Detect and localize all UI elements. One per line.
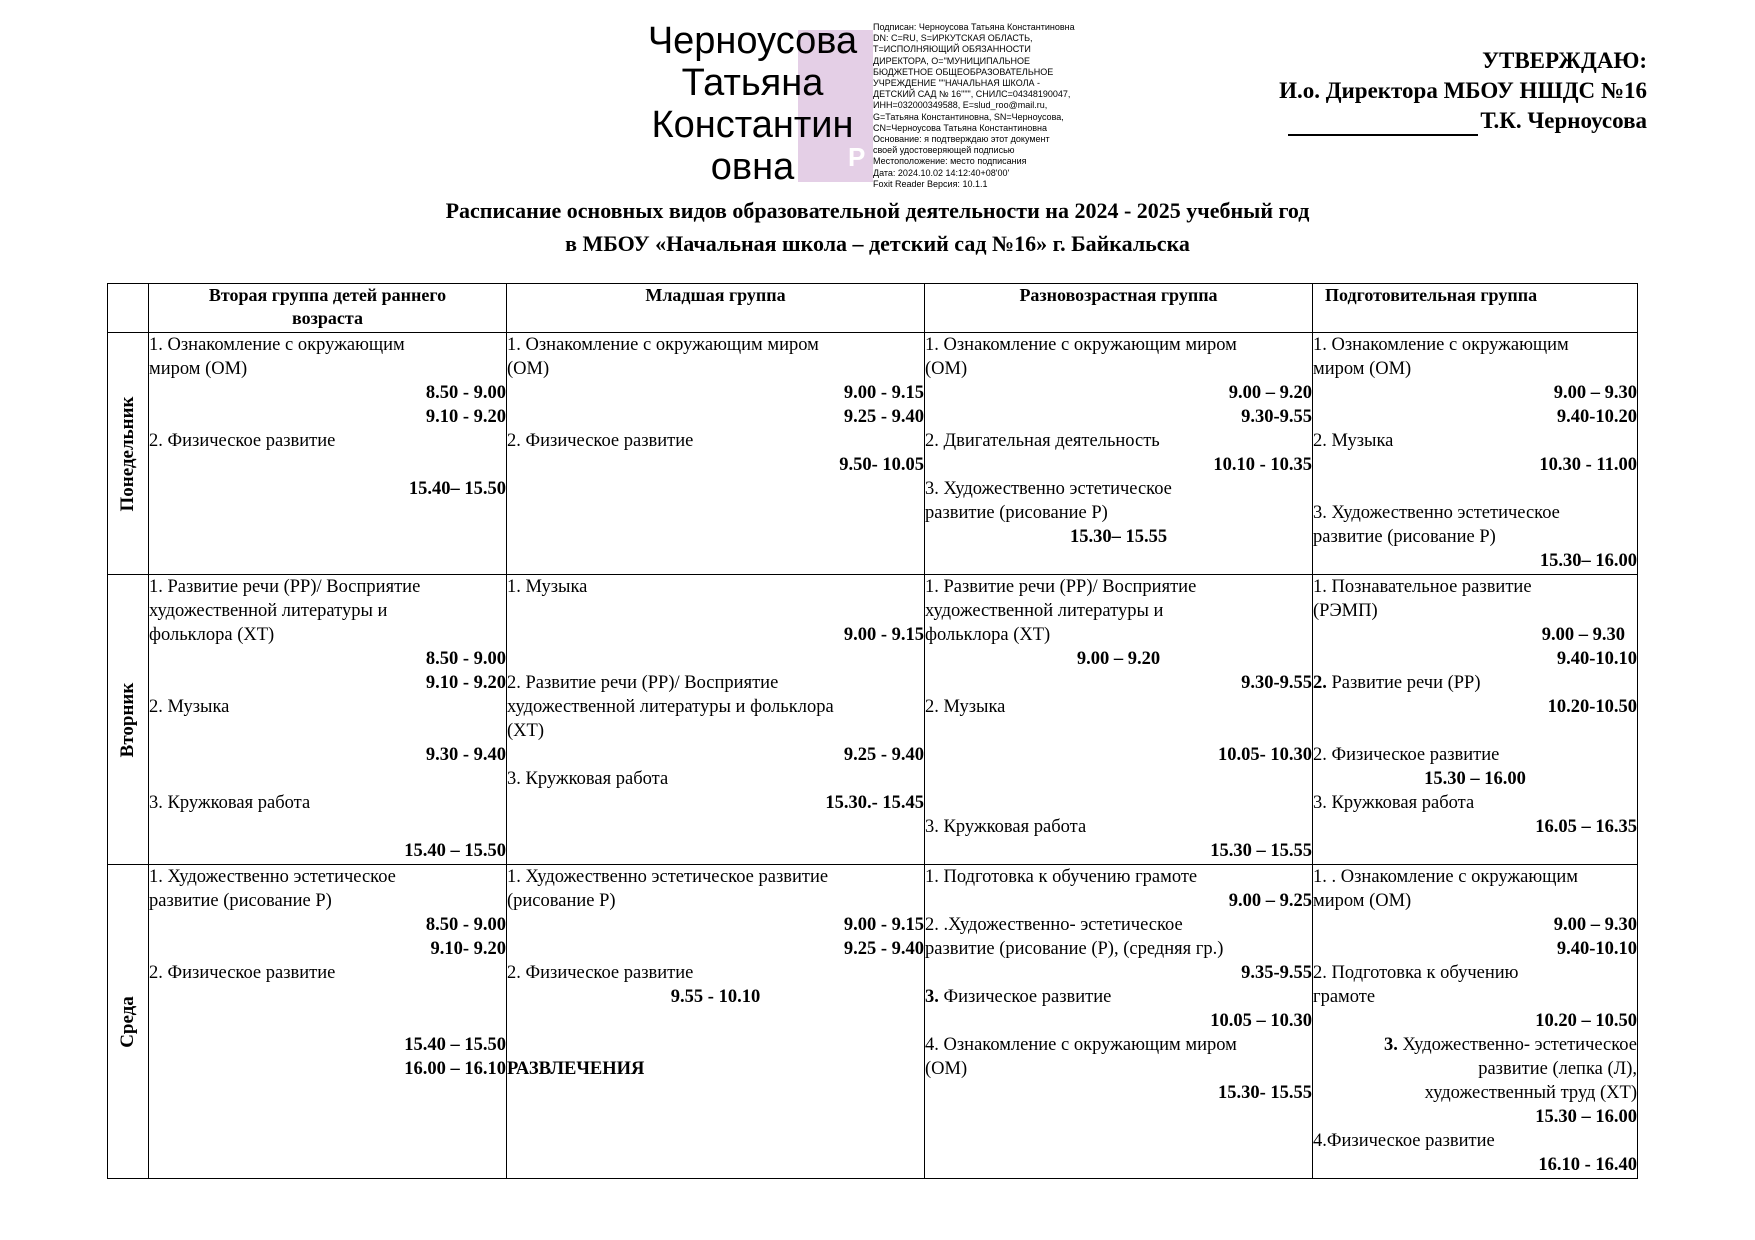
time: 16.00 – 16.10: [404, 1059, 506, 1079]
spacer: [507, 1033, 924, 1057]
activity: 2. Физическое развитие: [507, 963, 694, 983]
activity: 1. Художественно эстетическое развитие: [507, 867, 829, 887]
time: 9.30-9.55: [1241, 673, 1312, 693]
activity: 1. Ознакомление с окружающим миром: [507, 335, 819, 355]
activity: развитие (рисование (Р), (средняя гр.): [925, 939, 1224, 959]
activity: 3. Художественно эстетическое: [925, 479, 1172, 499]
cell-mon-g4: [1313, 333, 1638, 575]
time: 9.00 – 9.20: [1228, 383, 1312, 403]
signature-name-line: Константин: [651, 104, 854, 146]
activity: 2. Физическое развитие: [1313, 745, 1500, 765]
day-monday: [108, 333, 149, 575]
cell-mon-g1: [149, 333, 507, 575]
approval-heading: УТВЕРЖДАЮ:: [1482, 48, 1647, 73]
time: 9.10 - 9.20: [425, 673, 506, 693]
time: 9.35-9.55: [1241, 963, 1312, 983]
time: 15.30 – 16.00: [1535, 1107, 1637, 1127]
time: 9.00 – 9.30: [1553, 915, 1637, 935]
cell-wed-g4: [1313, 865, 1638, 1179]
activity: (рисование Р): [507, 891, 616, 911]
day-wednesday: [108, 865, 149, 1179]
signature-stamp-letter: P: [848, 142, 866, 172]
cell-tue-g4: [1313, 575, 1638, 865]
time: 8.50 - 9.00: [425, 649, 506, 669]
time: 9.25 - 9.40: [843, 939, 924, 959]
cell-mon-g3: [925, 333, 1313, 575]
time: 9.55 - 10.10: [670, 987, 761, 1007]
approval-block: [1279, 46, 1647, 136]
signature-detail-line: DN: C=RU, S=ИРКУТСКАЯ ОБЛАСТЬ,: [873, 33, 1033, 44]
title-line-2: в МБОУ «Начальная школа – детский сад №16» г. Байкальска: [565, 231, 1190, 256]
activity: развитие (рисование Р): [1313, 527, 1496, 547]
approval-signature-line: [1279, 106, 1647, 136]
activity: [925, 985, 1312, 1009]
activity: 2. Музыка: [1313, 431, 1394, 451]
title-line-1: Расписание основных видов образовательной деятельности на 2024 - 2025 учебный год: [445, 198, 1310, 223]
activity-text: Развитие речи (РР): [1326, 673, 1481, 693]
time: 10.20-10.50: [1547, 697, 1637, 717]
time: 15.30 – 16.00: [1424, 769, 1526, 789]
time: 16.05 – 16.35: [1535, 817, 1637, 837]
day-label: Вторник: [117, 682, 138, 757]
activity: (ХТ): [507, 721, 544, 741]
time: 9.10- 9.20: [430, 939, 506, 959]
time: 9.00 - 9.15: [843, 625, 924, 645]
spacer: [149, 453, 506, 477]
signature-detail-line: ДИРЕКТОРА, O="МУНИЦИПАЛЬНОЕ: [873, 55, 1031, 66]
activity: 2. Музыка: [925, 697, 1006, 717]
activity: 2. Двигательная деятельность: [925, 431, 1160, 451]
activity-number: 2.: [1313, 673, 1327, 693]
signature-name-line: Татьяна: [681, 62, 824, 104]
time: 10.30 - 11.00: [1539, 455, 1637, 475]
day-label: Понедельник: [117, 395, 138, 512]
time: 10.05- 10.30: [1217, 745, 1312, 765]
time: 9.40-10.10: [1556, 939, 1637, 959]
activity: 2. Музыка: [149, 697, 230, 717]
spacer: [507, 647, 924, 671]
activity: (РЭМП): [1313, 601, 1378, 621]
day-label: Среда: [117, 995, 138, 1048]
time: 9.25 - 9.40: [843, 745, 924, 765]
header-group-1: [149, 284, 507, 333]
spacer: [149, 719, 506, 743]
time: 15.30– 15.55: [1069, 527, 1168, 547]
document-title: [0, 194, 1755, 260]
activity: 4. Ознакомление с окружающим миром: [925, 1035, 1237, 1055]
activity: 3. Кружковая работа: [149, 793, 311, 813]
activity: 1. Музыка: [507, 577, 588, 597]
spacer: [1313, 719, 1637, 743]
signature-name-line: Черноусова: [647, 20, 858, 62]
activity: фольклора (ХТ): [149, 625, 275, 645]
signature-detail-line: CN=Черноусова Татьяна Константиновна: [873, 122, 1047, 133]
day-tuesday: [108, 575, 149, 865]
activity: фольклора (ХТ): [925, 625, 1051, 645]
time: 15.30- 15.55: [1217, 1083, 1312, 1103]
approval-position: И.о. Директора МБОУ НШДС №16: [1279, 78, 1647, 103]
activity: 1. Ознакомление с окружающим миром: [925, 335, 1237, 355]
activity: [1313, 671, 1637, 695]
activity-number: 3.: [1383, 1035, 1398, 1055]
activity-text: Художественно- эстетическое: [1397, 1035, 1637, 1055]
time: 9.00 - 9.15: [843, 915, 924, 935]
row-wednesday: [108, 865, 1638, 1179]
cell-wed-g1: [149, 865, 507, 1179]
time: 9.30 - 9.40: [425, 745, 506, 765]
signature-detail-line: ИНН=032000349588, E=slud_roo@mail.ru,: [873, 100, 1048, 111]
time: 9.40-10.20: [1556, 407, 1637, 427]
spacer: [507, 599, 924, 623]
time: 15.30– 16.00: [1539, 551, 1637, 571]
time: 9.10 - 9.20: [425, 407, 506, 427]
time: 9.30-9.55: [1241, 407, 1312, 427]
activity: художественной литературы и фольклора: [507, 697, 834, 717]
header-day-column: [108, 284, 149, 333]
signature-detail-line: T=ИСПОЛНЯЮЩИЙ ОБЯЗАННОСТИ: [873, 44, 1031, 55]
row-tuesday: [108, 575, 1638, 865]
signature-detail-line: Местоположение: место подписания: [873, 156, 1027, 167]
signature-details: [873, 22, 1113, 190]
signature-detail-line: УЧРЕЖДЕНИЕ ""НАЧАЛЬНАЯ ШКОЛА -: [873, 78, 1041, 89]
header-group-3: Разновозрастная группа: [925, 284, 1313, 333]
activity: 3. Кружковая работа: [925, 817, 1087, 837]
activity: 3. Художественно эстетическое: [1313, 503, 1560, 523]
header-row: [108, 284, 1638, 333]
activity: (ОМ): [925, 1059, 968, 1079]
activity: миром (ОМ): [149, 359, 248, 379]
time: 15.40 – 15.50: [404, 1035, 506, 1055]
time: 15.30.- 15.45: [825, 793, 924, 813]
activity: 3. Кружковая работа: [507, 769, 669, 789]
activity: развитие (лепка (Л),: [1478, 1059, 1637, 1079]
spacer: [149, 815, 506, 839]
spacer: [149, 1009, 506, 1033]
time: 9.00 - 9.15: [843, 383, 924, 403]
header-group-1-line-2: возраста: [292, 308, 363, 328]
time: 16.10 - 16.40: [1538, 1155, 1637, 1175]
time: 8.50 - 9.00: [425, 383, 506, 403]
row-monday: [108, 333, 1638, 575]
cell-wed-g3: [925, 865, 1313, 1179]
time: 9.25 - 9.40: [843, 407, 924, 427]
activity-number: 3.: [925, 987, 939, 1007]
spacer: [149, 985, 506, 1009]
header-group-2: Младшая группа: [507, 284, 925, 333]
activity: миром (ОМ): [1313, 359, 1412, 379]
signature-detail-line: Подписан: Черноусова Татьяна Константиновна: [873, 22, 1075, 32]
activity: 1. Ознакомление с окружающим: [1313, 335, 1569, 355]
signature-detail-line: Дата: 2024.10.02 14:12:40+08'00': [873, 167, 1010, 178]
activity: 1. Ознакомление с окружающим: [149, 335, 405, 355]
activity: (ОМ): [925, 359, 968, 379]
cell-tue-g2: [507, 575, 925, 865]
time: 9.00 – 9.30: [1553, 383, 1637, 403]
spacer: [925, 719, 1312, 743]
signature-detail-line: ДЕТСКИЙ САД № 16""", СНИЛС=04348190047,: [873, 89, 1071, 100]
signature-detail-line: своей удостоверяющей подписью: [873, 145, 1015, 156]
signature-detail-line: Foxit Reader Версия: 10.1.1: [873, 178, 988, 189]
time: 8.50 - 9.00: [425, 915, 506, 935]
signature-detail-line: G=Татьяна Константиновна, SN=Черноусова,: [873, 111, 1064, 122]
time: 10.20 – 10.50: [1535, 1011, 1637, 1031]
schedule-table: [107, 283, 1638, 1179]
activity: художественный труд (ХТ): [1424, 1083, 1637, 1103]
entertainment-label: РАЗВЛЕЧЕНИЯ: [507, 1059, 645, 1079]
activity: развитие (рисование Р): [149, 891, 332, 911]
time: 15.40 – 15.50: [404, 841, 506, 861]
time: 15.40– 15.50: [408, 479, 506, 499]
spacer: [507, 1009, 924, 1033]
cell-mon-g2: [507, 333, 925, 575]
activity: 2. Развитие речи (РР)/ Восприятие: [507, 673, 779, 693]
activity: 1. Развитие речи (РР)/ Восприятие: [925, 577, 1197, 597]
signature-name: [640, 20, 865, 188]
activity: 4.Физическое развитие: [1313, 1131, 1495, 1151]
signature-detail-line: Основание: я подтверждаю этот документ: [873, 134, 1050, 145]
activity-text: Физическое развитие: [938, 987, 1112, 1007]
activity: 2. Физическое развитие: [149, 963, 336, 983]
approval-signer: Т.К. Черноусова: [1480, 108, 1647, 133]
signature-name-line: овна: [710, 146, 795, 188]
activity: 2. Физическое развитие: [507, 431, 694, 451]
spacer: [1313, 477, 1637, 501]
activity: 1. Познавательное развитие: [1313, 577, 1532, 597]
time: 15.30 – 15.55: [1210, 841, 1312, 861]
activity: 1. Подготовка к обучению грамоте: [925, 867, 1198, 887]
cell-tue-g1: [149, 575, 507, 865]
signature-underline: [1288, 112, 1478, 136]
activity: (ОМ): [507, 359, 550, 379]
spacer: [925, 791, 1312, 815]
cell-tue-g3: [925, 575, 1313, 865]
header-group-1-line-1: Вторая группа детей раннего: [208, 285, 447, 305]
activity: 3. Кружковая работа: [1313, 793, 1475, 813]
activity: 2. .Художественно- эстетическое: [925, 915, 1183, 935]
time: 9.00 – 9.20: [1076, 649, 1161, 669]
activity: миром (ОМ): [1313, 891, 1412, 911]
signature-detail-line: БЮДЖЕТНОЕ ОБЩЕОБРАЗОВАТЕЛЬНОЕ: [873, 66, 1054, 77]
time: 9.00 – 9.25: [1228, 891, 1312, 911]
header-group-4: [1313, 284, 1638, 333]
header-group-4-label: Подготовительная группа: [1325, 285, 1538, 305]
activity: развитие (рисование Р): [925, 503, 1108, 523]
activity: 1. Художественно эстетическое: [149, 867, 396, 887]
spacer: [925, 767, 1312, 791]
cell-wed-g2: [507, 865, 925, 1179]
activity: [1313, 1033, 1637, 1057]
activity: 2. Физическое развитие: [149, 431, 336, 451]
activity: 2. Подготовка к обучению: [1313, 963, 1519, 983]
time: 10.10 - 10.35: [1213, 455, 1312, 475]
spacer: [149, 767, 506, 791]
activity: художественной литературы и: [149, 601, 388, 621]
activity: 1. . Ознакомление с окружающим: [1313, 867, 1579, 887]
time: 9.50- 10.05: [839, 455, 924, 475]
activity: художественной литературы и: [925, 601, 1164, 621]
time: 10.05 – 10.30: [1210, 1011, 1312, 1031]
activity: 1. Развитие речи (РР)/ Восприятие: [149, 577, 421, 597]
time: 9.40-10.10: [1556, 649, 1637, 669]
time: 9.00 – 9.30: [1541, 625, 1625, 645]
activity: грамоте: [1313, 987, 1376, 1007]
